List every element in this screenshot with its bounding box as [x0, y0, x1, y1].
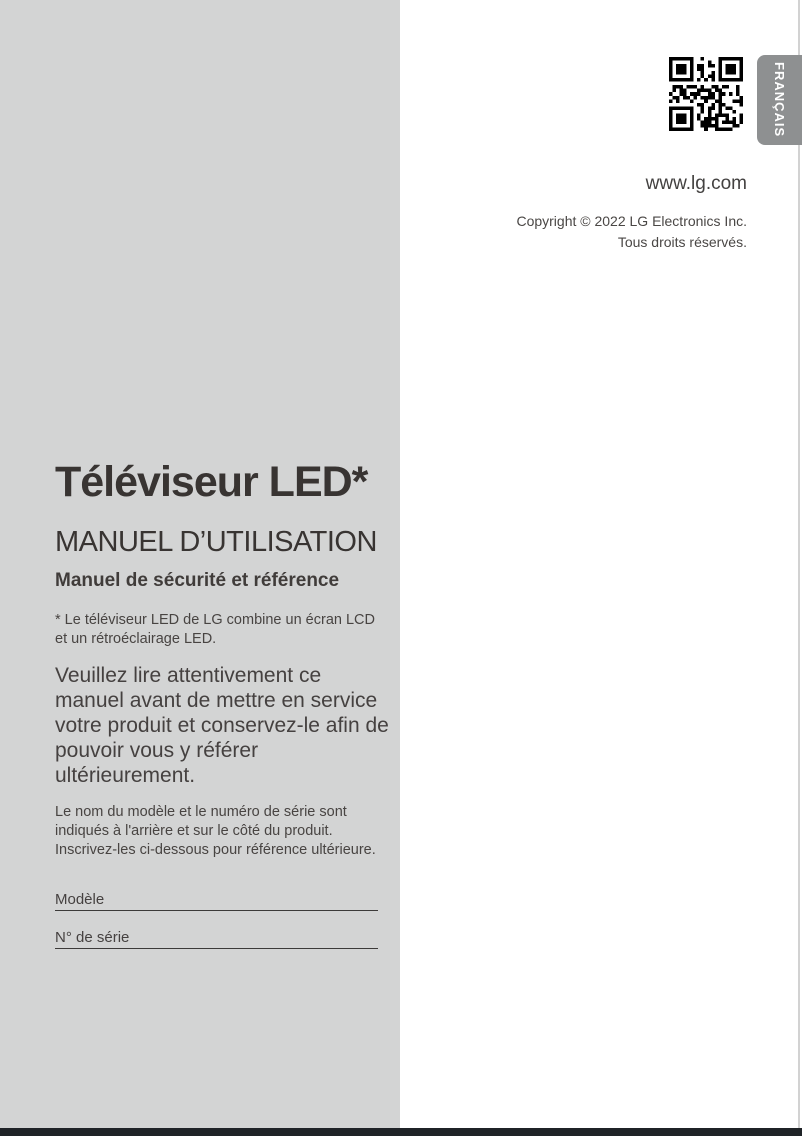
- serial-number-note: Le nom du modèle et le numéro de série sont indiqués à l'arrière et sur le côté du produit. Inscrivez-les ci-dessous pour référence ultérieure.: [55, 804, 376, 858]
- copyright-notice: [516, 211, 747, 253]
- language-tab: [757, 55, 802, 145]
- copyright-line1: Copyright © 2022 LG Electronics Inc.: [516, 213, 747, 229]
- read-before-use-notice: Veuillez lire attentivement ce manuel avant de mettre en service votre produit et conservez-le afin de pouvoir vous y référer ultérieurement.: [55, 664, 389, 787]
- model-write-in-field: [55, 891, 378, 911]
- product-title: Téléviseur LED*: [55, 458, 368, 506]
- page-right-border: [798, 0, 800, 1128]
- model-label: Modèle: [55, 891, 105, 908]
- page-bottom-bar: [0, 1128, 802, 1136]
- manual-subtitle: Manuel de sécurité et référence: [55, 570, 340, 591]
- language-tab-label: FRANÇAIS: [772, 62, 787, 138]
- serial-label: N° de série: [55, 929, 130, 946]
- website-url: www.lg.com: [645, 173, 747, 194]
- qr-code-icon: [668, 57, 744, 131]
- manual-type-heading: MANUEL D’UTILISATION: [55, 526, 377, 558]
- gray-cover-panel: [0, 0, 400, 1128]
- copyright-line2: Tous droits réservés.: [617, 234, 747, 250]
- led-footnote: * Le téléviseur LED de LG combine un écran LCD et un rétroéclairage LED.: [55, 612, 375, 647]
- serial-write-in-field: [55, 929, 378, 949]
